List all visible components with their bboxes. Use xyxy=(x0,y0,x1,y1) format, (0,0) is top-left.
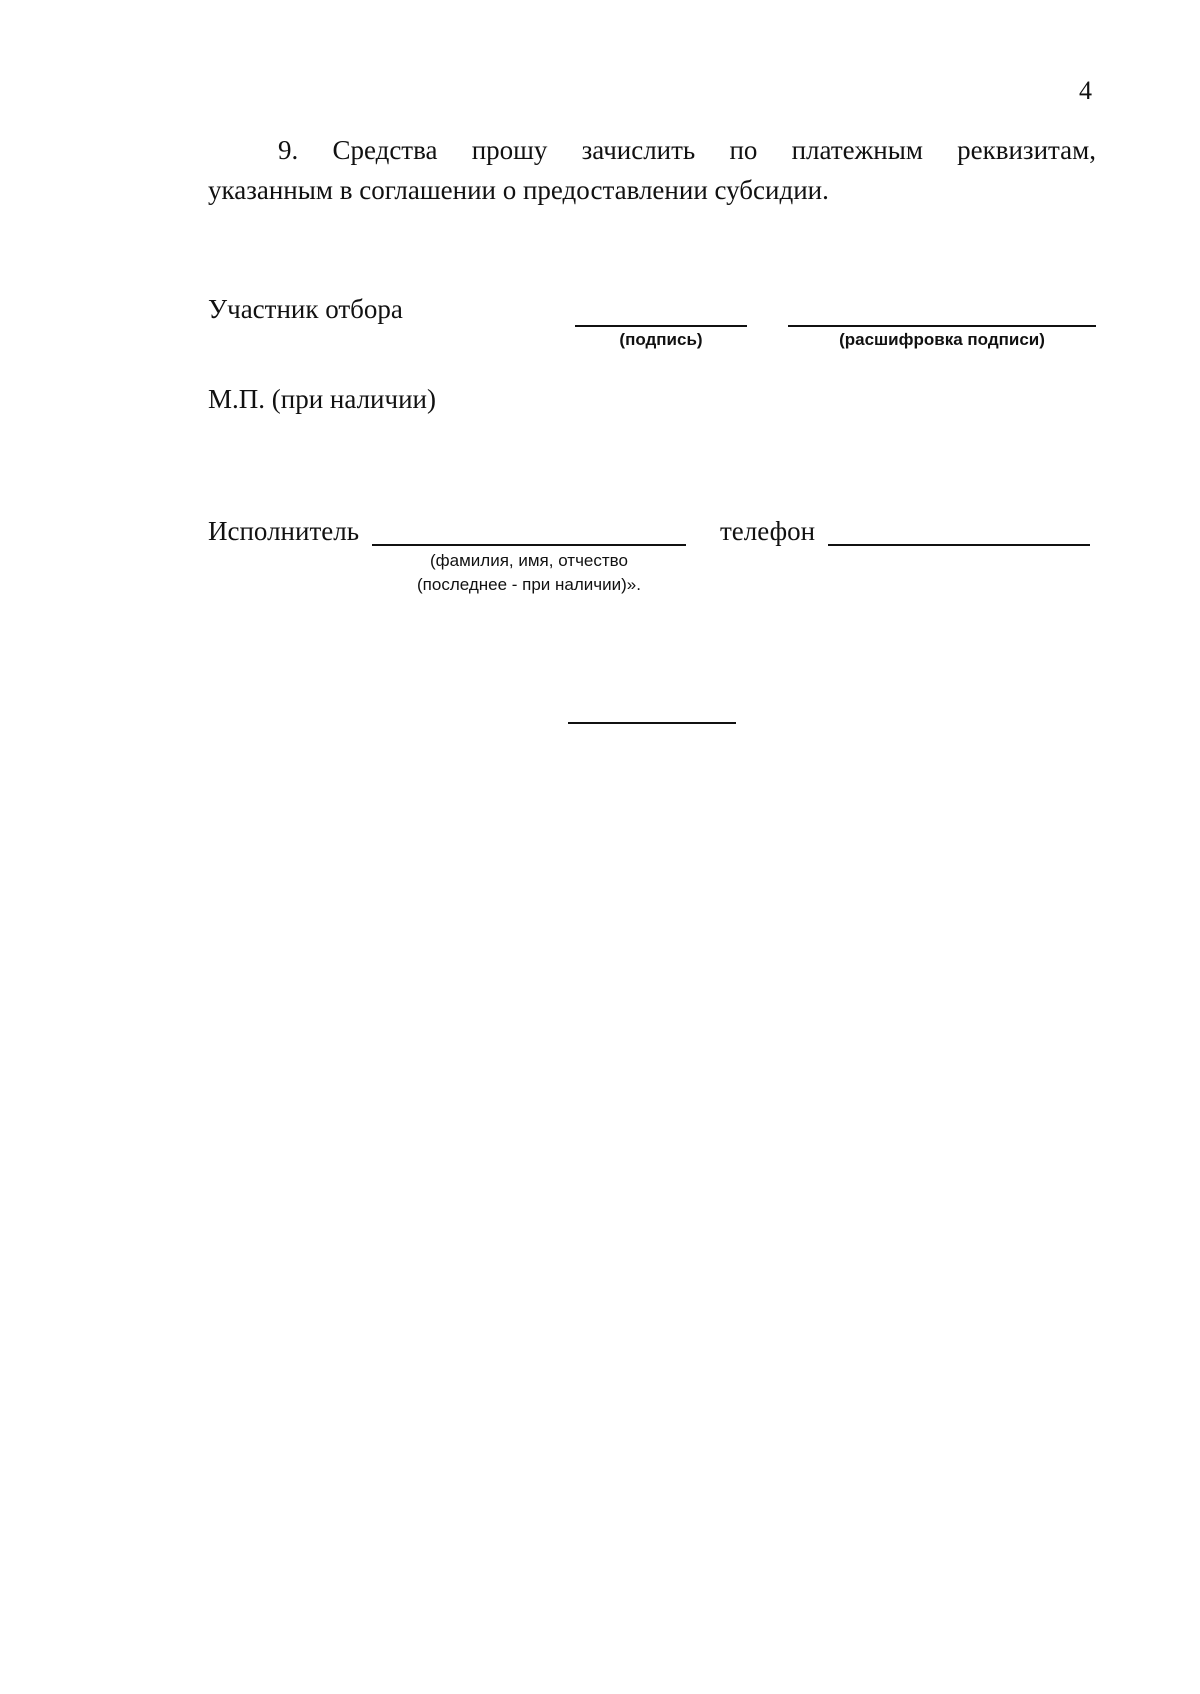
signature-decode-caption: (расшифровка подписи) xyxy=(839,330,1045,349)
paragraph-item-9 xyxy=(208,130,1096,210)
closing-divider xyxy=(568,722,736,724)
signature-line[interactable] xyxy=(575,325,747,327)
phone-line[interactable] xyxy=(828,544,1090,546)
seal-label: М.П. (при наличии) xyxy=(208,384,436,414)
phone-label: телефон xyxy=(720,516,816,546)
executor-name-caption xyxy=(372,549,686,597)
executor-name-caption-line-2: (последнее - при наличии)». xyxy=(417,575,641,594)
paragraph-line-2: указанным в соглашении о предоставлении субсидии. xyxy=(208,175,829,205)
executor-label: Исполнитель xyxy=(208,516,360,546)
executor-name-line[interactable] xyxy=(372,544,686,546)
signature-decode-line[interactable] xyxy=(788,325,1096,327)
signature-caption: (подпись) xyxy=(619,330,703,349)
paragraph-line-1: 9. Средства прошу зачислить по платежным реквизитам, xyxy=(278,135,1096,165)
participant-label: Участник отбора xyxy=(208,294,403,324)
page-number: 4 xyxy=(1079,76,1092,105)
executor-name-caption-line-1: (фамилия, имя, отчество xyxy=(430,551,628,570)
